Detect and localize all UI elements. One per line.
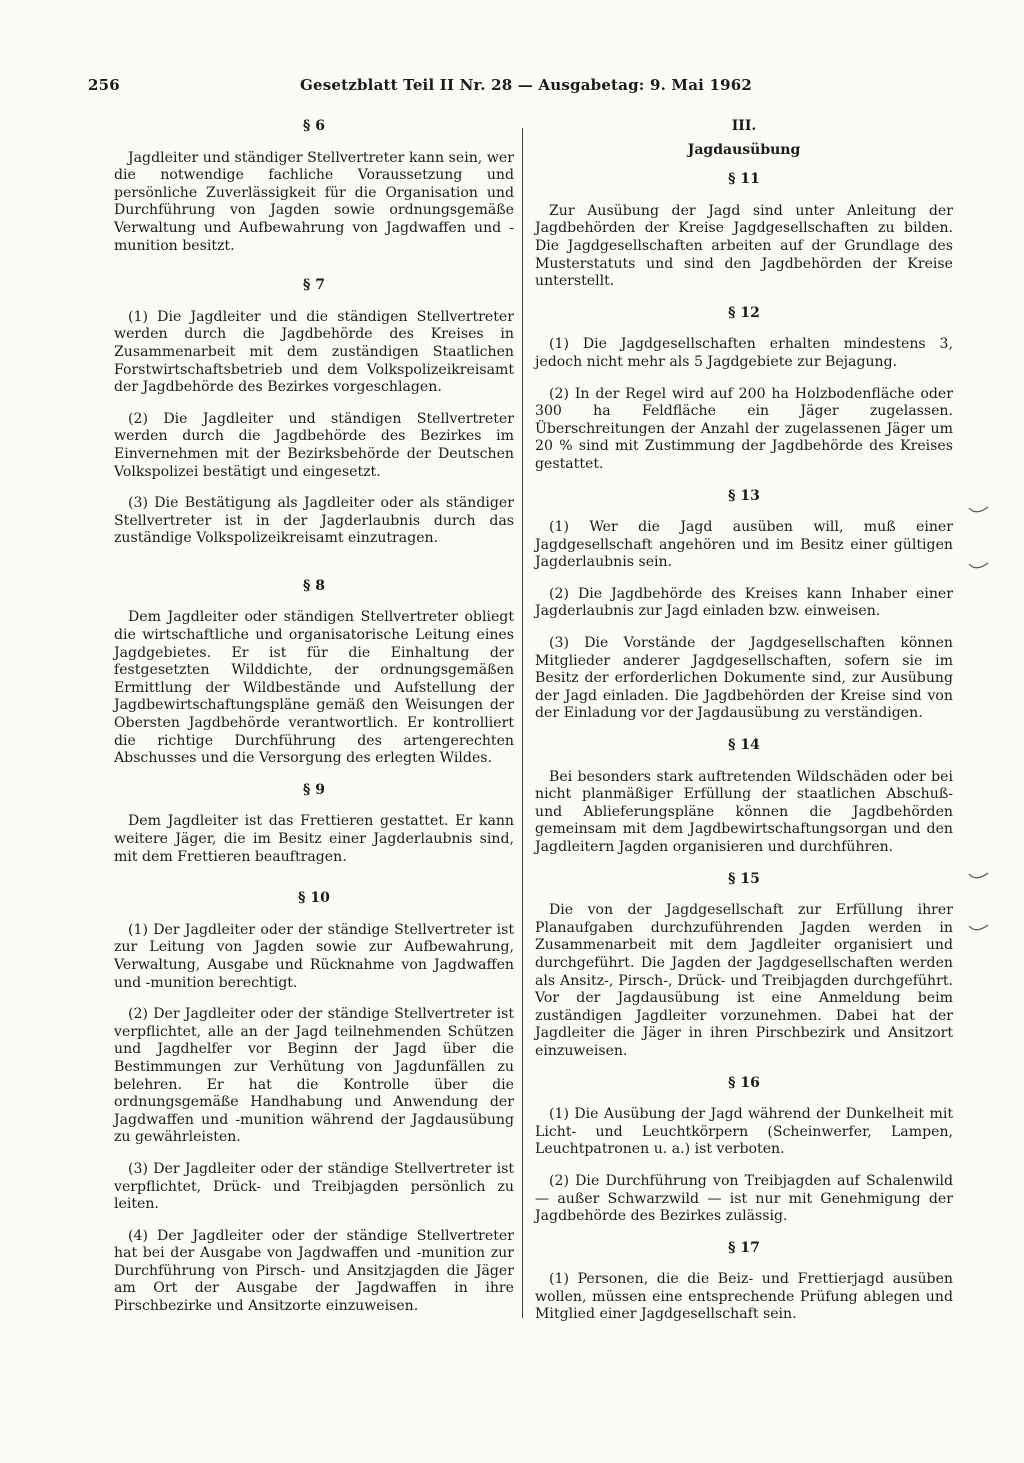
- section-8-paragraph: Dem Jagdleiter oder ständigen Stellvertreter obliegt die wirtschaftliche und organisatorische Leitung eines Jagdgebietes. Er ist für die Einhaltung der festgesetzten Wilddichte, der ordnungsgemäßen Ermittlung der Wildbestände und Aufstellung der Jagdbewirtschaftungspläne gemäß den Weisungen der Obersten Jagdbehörde verantwortlich. Er kontrolliert die richtige Durchführung des artengerechten Abschusses und die Versorgung des erlegten Wildes.: [114, 609, 514, 767]
- section-10-paragraph-2: (2) Der Jagdleiter oder der ständige Stellvertreter ist verpflichtet, alle an der Jagd teilnehmenden Schützen und Jagdhelfer vor Beginn der Jagd über die Bestimmungen zur Verhütung von Jagdunfällen zu belehren. Er hat die Kontrolle über die ordnungsgemäße Handhabung und Anwendung der Jagdwaffen und -munition während der Jagdausübung zu gewährleisten.: [114, 1006, 514, 1146]
- section-16-paragraph-2: (2) Die Durchführung von Treibjagden auf Schalenwild — außer Schwarzwild — ist nur mit Genehmigung der Jagdbehörde des Bezirkes zulässig.: [535, 1172, 953, 1225]
- margin-tick-mark: [968, 560, 990, 574]
- section-heading-13: § 13: [728, 487, 760, 504]
- section-16-paragraph-1: (1) Die Ausübung der Jagd während der Dunkelheit mit Licht- und Leuchtkörpern (Scheinwerfer, Lampen, Leuchtpatronen u. a.) ist verboten.: [535, 1106, 953, 1158]
- section-heading-17: § 17: [728, 1239, 760, 1256]
- section-10-paragraph-1: (1) Der Jagdleiter oder der ständige Stellvertreter ist zur Leitung von Jagden sowie zur Aufbewahrung, Verwaltung, Ausgabe und Rücknahme von Jagdwaffen und -munition berechtigt.: [114, 921, 514, 991]
- section-7-paragraph-2: (2) Die Jagdleiter und ständigen Stellvertreter werden durch die Jagdbehörde des Bezirkes im Einvernehmen mit der Bezirksbehörde der Deutschen Volkspolizei bestätigt und eingesetzt.: [114, 410, 514, 480]
- section-heading-11: § 11: [728, 171, 760, 188]
- page-header: [88, 76, 968, 100]
- section-13-paragraph-3: (3) Die Vorstände der Jagdgesellschaften können Mitglieder anderer Jagdgesellschaften, sofern sie im Besitz der erforderlichen Dokumente sind, zur Ausübung der Jagd einladen. Die Jagdbehörden der Kreise sind von der Einladung vor der Jagdausübung zu verständigen.: [535, 635, 953, 722]
- section-6-paragraph: Jagdleiter und ständiger Stellvertreter kann sein, wer die notwendige fachliche Voraussetzung und persönliche Zuverlässigkeit für die Organisation und Durchführung von Jagden sowie ordnungsgemäße Verwaltung und Aufbewahrung von Jagdwaffen und -munition besitzt.: [114, 149, 514, 254]
- section-heading-10: § 10: [298, 890, 330, 907]
- margin-tick-mark: [968, 504, 990, 518]
- chapter-title: Jagdausübung: [687, 141, 801, 158]
- section-10-paragraph-3: (3) Der Jagdleiter oder der ständige Stellvertreter ist verpflichtet, Drück- und Treibjagden persönlich zu leiten.: [114, 1160, 514, 1213]
- section-14-paragraph: Bei besonders stark auftretenden Wildschäden oder bei nicht planmäßiger Erfüllung der staatlichen Abschuß- und Ablieferungspläne können die Jagdbehörden gemeinsam mit dem Jagdbewirtschaftungsorgan und den Jagdleitern Jagden organisieren und durchführen.: [535, 768, 953, 855]
- section-heading-16: § 16: [728, 1074, 760, 1091]
- section-12-paragraph-1: (1) Die Jagdgesellschaften erhalten mindestens 3, jedoch nicht mehr als 5 Jagdgebiete zur Bejagung.: [535, 336, 953, 370]
- section-17-paragraph: (1) Personen, die die Beiz- und Frettierjagd ausüben wollen, müssen eine entsprechende Prüfung ablegen und Mitglied einer Jagdgesellschaft sein.: [535, 1271, 953, 1323]
- chapter-number: III.: [731, 118, 757, 134]
- section-12-paragraph-2: (2) In der Regel wird auf 200 ha Holzbodenfläche oder 300 ha Feldfläche ein Jäger zugelassen. Überschreitungen der Anzahl der zugelassenen Jäger um 20 % sind mit Zustimmung der Jagdbehörde des Kreises gestattet.: [535, 385, 953, 472]
- margin-tick-mark: [968, 922, 990, 936]
- section-heading-6: § 6: [303, 118, 325, 134]
- section-7-paragraph-3: (3) Die Bestätigung als Jagdleiter oder als ständiger Stellvertreter ist in der Jagderlaubnis durch das zuständige Volkspolizeikreisamt einzutragen.: [114, 495, 514, 547]
- running-title: Gesetzblatt Teil II Nr. 28 — Ausgabetag: 9. Mai 1962: [300, 76, 753, 94]
- section-13-paragraph-2: (2) Die Jagdbehörde des Kreises kann Inhaber einer Jagderlaubnis zur Jagd einladen bzw. einweisen.: [535, 585, 953, 620]
- right-column: [535, 118, 953, 1338]
- section-heading-9: § 9: [303, 781, 325, 798]
- left-column: [114, 118, 514, 1330]
- section-11-paragraph: Zur Ausübung der Jagd sind unter Anleitung der Jagdbehörden der Kreise Jagdgesellschaften zu bilden. Die Jagdgesellschaften arbeiten auf der Grundlage des Musterstatuts und sind den Jagdbehörden der Kreise unterstellt.: [535, 202, 953, 290]
- section-15-paragraph: Die von der Jagdgesellschaft zur Erfüllung ihrer Planaufgaben durchzuführenden Jagden werden in Zusammenarbeit mit dem Jagdleiter organisiert und durchgeführt. Die Jagden der Jagdgesellschaften werden als Ansitz-, Pirsch-, Drück- und Treibjagden durchgeführt. Vor der Jagdausübung ist eine Anmeldung beim zuständigen Jagdleiter vorzunehmen. Dabei hat der Jagdleiter die Jäger in ihren Pirschbezirk und Ansitzort einzuweisen.: [535, 902, 953, 1059]
- column-divider: [522, 128, 523, 1318]
- margin-tick-mark: [968, 870, 990, 884]
- section-13-paragraph-1: (1) Wer die Jagd ausüben will, muß einer Jagdgesellschaft angehören und im Besitz einer gültigen Jagderlaubnis sein.: [535, 519, 953, 571]
- section-heading-8: § 8: [303, 577, 325, 594]
- section-heading-7: § 7: [303, 277, 325, 294]
- page-number: 256: [88, 76, 120, 94]
- section-7-paragraph-1: (1) Die Jagdleiter und die ständigen Stellvertreter werden durch die Jagdbehörde des Kreises in Zusammenarbeit mit dem zuständigen Staatlichen Forstwirtschaftsbetrieb und dem Volkspolizeikreisamt der Jagdbehörde des Bezirkes vorgeschlagen.: [114, 308, 514, 396]
- section-heading-14: § 14: [728, 737, 760, 754]
- section-heading-15: § 15: [728, 870, 760, 887]
- section-9-paragraph: Dem Jagdleiter ist das Frettieren gestattet. Er kann weitere Jäger, die im Besitz einer Jagderlaubnis sind, mit dem Frettieren beauftragen.: [114, 813, 514, 865]
- section-10-paragraph-4: (4) Der Jagdleiter oder der ständige Stellvertreter hat bei der Ausgabe von Jagdwaffen und -munition zur Durchführung von Pirsch- und Ansitzjagden die Jäger am Ort der Ausgabe der Jagdwaffen in ihre Pirschbezirke und Ansitzorte einzuweisen.: [114, 1227, 514, 1315]
- section-heading-12: § 12: [728, 304, 760, 321]
